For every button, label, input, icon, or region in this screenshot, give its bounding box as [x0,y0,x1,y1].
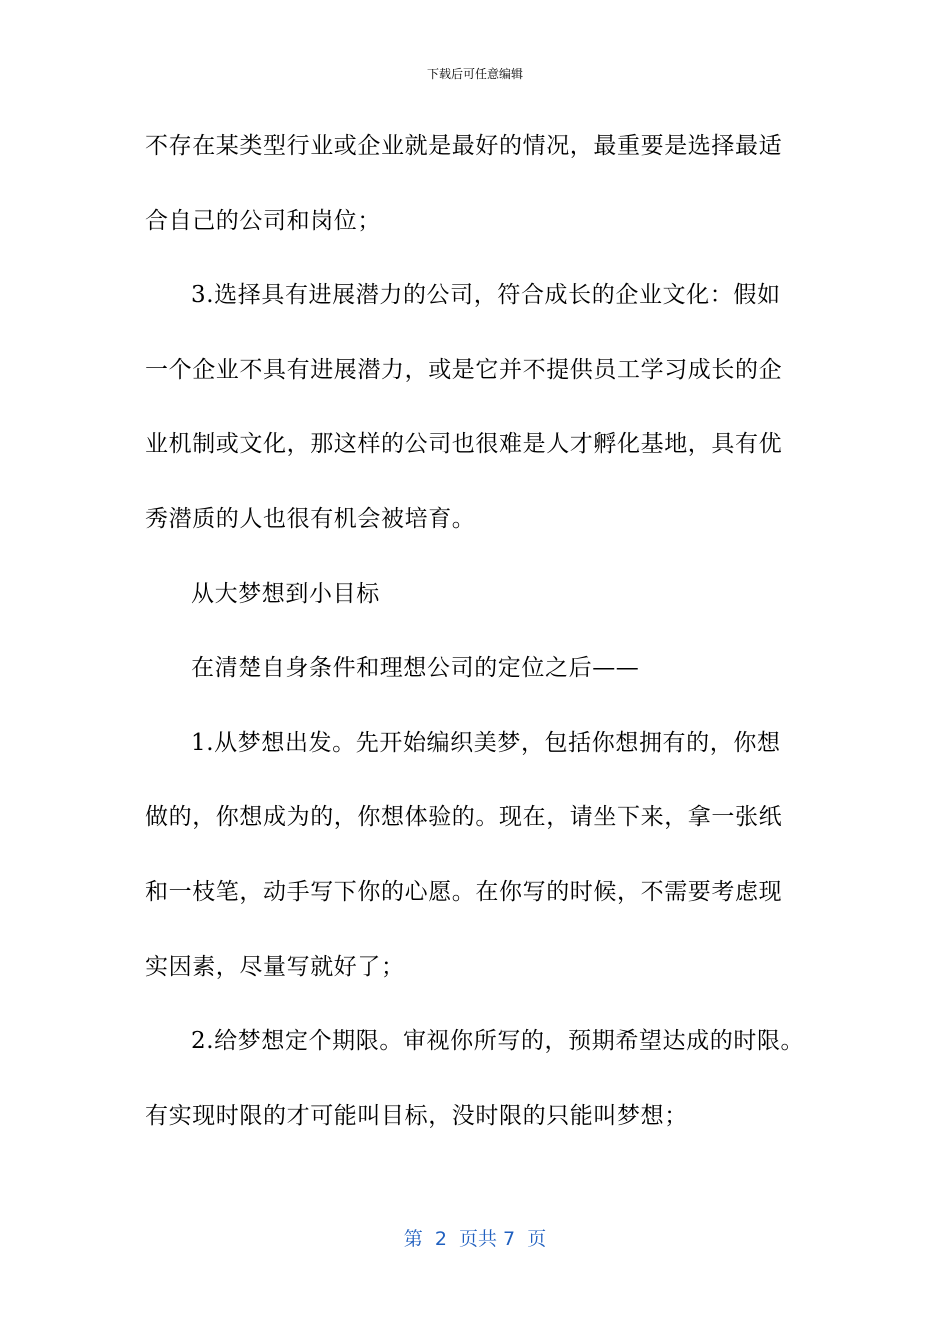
body-line: 合自己的公司和岗位； [145,207,381,234]
page-header: 下载后可任意编辑 [426,67,523,81]
body-line: 和一枝笔，动手写下你的心愿。在你写的时候，不需要考虑现 [145,878,783,905]
body-line: 一个企业不具有进展潜力，或是它并不提供员工学习成长的企 [145,356,783,383]
body-line: 3.选择具有进展潜力的公司，符合成长的企业文化：假如 [191,282,781,309]
body-line: 秀潜质的人也很有机会被培育。 [145,505,476,532]
body-line: 2.给梦想定个期限。审视你所写的，预期希望达成的时限。 [191,1028,805,1055]
body-line: 不存在某类型行业或企业就是最好的情况，最重要是选择最适 [145,133,783,159]
body-line: 实因素，尽量写就好了； [145,953,405,980]
document-body [145,128,815,1172]
body-line: 做的，你想成为的，你想体验的。现在，请坐下来，拿一张纸 [145,804,783,831]
section-heading: 从大梦想到小目标 [191,580,380,607]
body-line: 有实现时限的才可能叫目标，没时限的只能叫梦想； [145,1102,688,1129]
body-line: 1.从梦想出发。先开始编织美梦，包括你想拥有的，你想 [191,729,781,756]
body-line: 业机制或文化，那这样的公司也很难是人才孵化基地，具有优 [145,431,783,458]
page-number-footer: 第 2 页共 7 页 [403,1228,547,1250]
body-line: 在清楚自身条件和理想公司的定位之后—— [191,655,640,682]
